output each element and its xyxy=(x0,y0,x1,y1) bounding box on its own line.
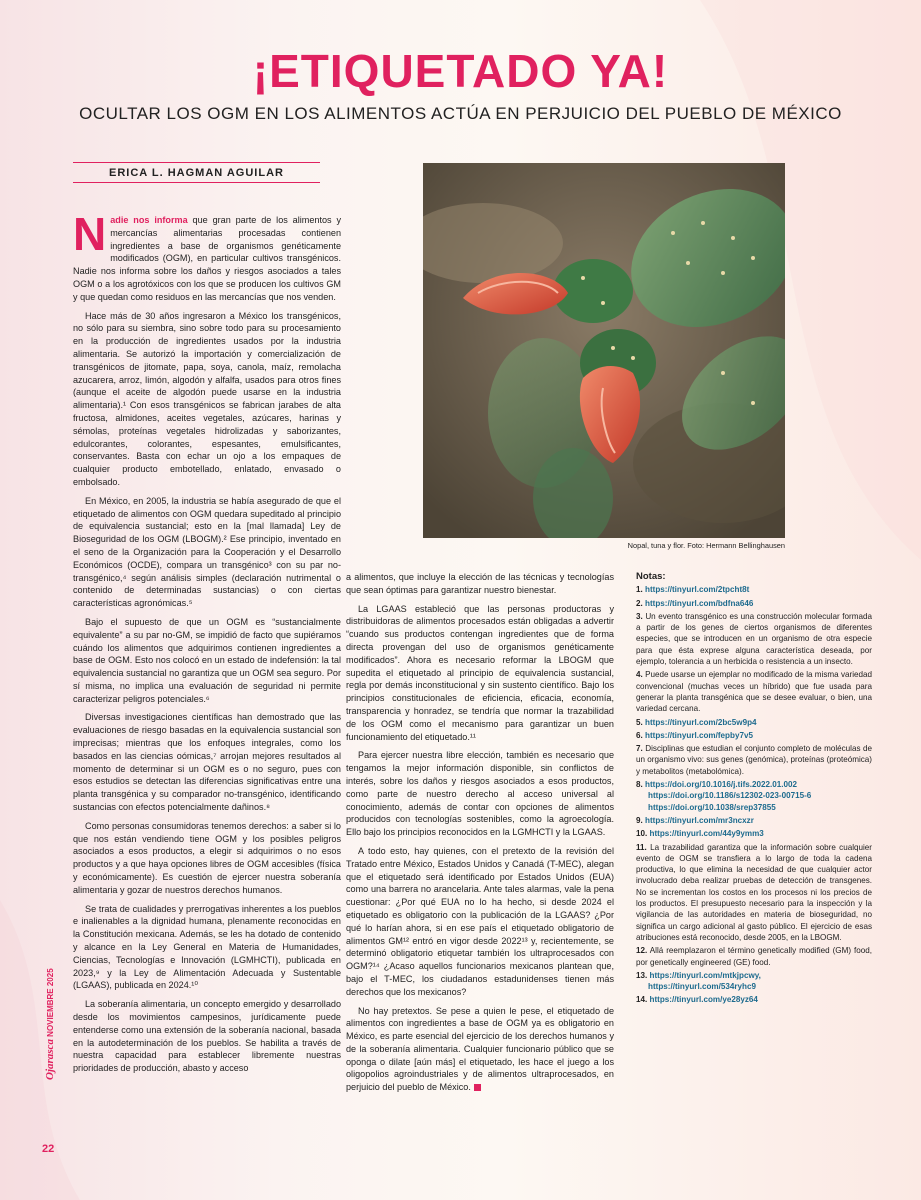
note-text: Puede usarse un ejemplar no modificado de la misma variedad convencional (muchas veces un híbrido) que fue usada para generar la planta transgénica que se desee evaluar, o bien, una variedad cercana. xyxy=(636,670,872,714)
paragraph: a alimentos, que incluye la elección de las técnicas y tecnologías que sean óptimas para garantizar nuestro bienestar. xyxy=(346,572,614,595)
paragraph xyxy=(73,208,341,304)
page-number: 22 xyxy=(42,1143,55,1155)
author-byline: ERICA L. HAGMAN AGUILAR xyxy=(73,162,320,183)
note-link[interactable]: https://doi.org/10.1016/j.tifs.2022.01.002 xyxy=(645,780,798,790)
article-title: ¡ETIQUETADO YA! xyxy=(252,45,669,97)
note-number: 12. xyxy=(636,946,648,956)
nopal-illustration xyxy=(423,163,785,538)
magazine-footer-label xyxy=(44,968,56,1080)
body-column-2 xyxy=(346,571,614,1100)
note-link[interactable]: https://tinyurl.com/mr3ncxzr xyxy=(645,815,754,825)
note-number: 14. xyxy=(636,995,648,1005)
note-item xyxy=(636,584,872,595)
note-number: 10. xyxy=(636,829,648,839)
paragraph: Como personas consumidoras tenemos derechos: a saber si lo que nos están vendiendo tiene OGM y los posibles peligros asociados a esos productos, a elegir si adquirimos o no esos productos y a que haya opciones libres de OGM accesibles (física y económicamente). Es cuestión de ejercer nuestra soberanía alimentaria y gozar de nuestros derechos humanos. xyxy=(73,820,341,895)
note-link[interactable]: https://tinyurl.com/534ryhc9 xyxy=(648,982,756,992)
cactus-photo xyxy=(423,163,785,538)
photo-caption: Nopal, tuna y flor. Foto: Hermann Bellinghausen xyxy=(627,541,785,550)
note-item xyxy=(636,717,872,728)
note-item xyxy=(636,815,872,826)
note-number: 8. xyxy=(636,780,643,790)
note-number: 2. xyxy=(636,598,643,608)
lead-text: adie nos informa xyxy=(110,215,188,225)
note-item xyxy=(636,945,872,968)
note-item xyxy=(636,611,872,667)
note-link[interactable]: https://doi.org/10.1038/srep37855 xyxy=(648,802,776,812)
note-text: Disciplinas que estudian el conjunto completo de moléculas de un organismo vivo: sus genes (genómica), proteínas (proteómica) y metabolitos (metabolómica). xyxy=(636,744,873,776)
drop-cap: N xyxy=(73,208,107,260)
paragraph: Bajo el supuesto de que un OGM es “sustancialmente equivalente” a su par no-GM, se impidió de facto que supiéramos cuándo los alimentos que adquirimos contienen ingredientes a base de OGM. Esto nos colocó en un estado de indefensión: la tal equivalencia sustancial no garantiza que un OGM sea seguro. Por sí misma, no implica una evaluación de seguridad ni permite caracterizar peligros potenciales.⁶ xyxy=(73,616,341,704)
note-item xyxy=(636,842,872,944)
note-number: 6. xyxy=(636,730,643,740)
note-link[interactable]: https://tinyurl.com/ye28yz64 xyxy=(649,995,758,1005)
issue-date: NOVIEMBRE 2025 xyxy=(46,968,55,1037)
note-item xyxy=(636,779,872,813)
paragraph-text: No hay pretextos. Se pese a quien le pese, el etiquetado de alimentos con ingredientes a base de OGM ya es obligatorio en México, es parte esencial del ejercicio de los derechos humanos y de la soberanía alimentaria. Cualquier funcionario público que se oponga o dilate [aún más] el etiquetado, les hace el juego a los oligopolios agroindustriales y de alimentos ultraprocesados, en perjuicio del pueblo de México. xyxy=(346,1005,614,1093)
paragraph xyxy=(346,1005,614,1095)
paragraph: La LGAAS estableció que las personas productoras y distribuidoras de alimentos procesados están obligadas a advertir “cuando sus productos contengan ingredientes que de forma directa provengan del uso de organismos genéticamente modificados”. Ahora es necesario reformar la LBOGM que supedita el etiquetado al principio de equivalencia sustancial, regla por demás inconstitucional y sin sustento científico. Bajo los principios constitucionales de eficiencia, eficacia, economía, transparencia y honradez, se tendría que normar la trazabilidad de los OGM como el mecanismo para garantizar un buen funcionamiento del etiquetado.¹¹ xyxy=(346,603,614,742)
note-number: 11. xyxy=(636,842,647,852)
note-link[interactable]: https://tinyurl.com/2bc5w9p4 xyxy=(645,717,757,727)
end-mark-icon xyxy=(474,1084,481,1091)
paragraph: Se trata de cualidades y prerrogativas inherentes a los pueblos e inalienables a la dignidad humana, plenamente reconocidas en la Constitución mexicana. Además, se les ha dotado de contenido y alcance en la Ley General en Materia de Humanidades, Ciencias, Tecnologías e Innovación (LGMHCTI), publicada en 2023,⁹ y la Ley de Alimentación Adecuada y Sustentable (LGAAS), publicada en 2024.¹⁰ xyxy=(73,903,341,991)
magazine-name: Ojarasca xyxy=(44,1039,56,1080)
note-text: La trazabilidad garantiza que la información sobre cualquier evento de OGM se transfiera a lo largo de toda la cadena productiva, lo que elimina la necesidad de que cualquier actor involucrado deba realizar pruebas de detección de transgenes. No se incrementan los costos en los procesos ni los precios de los productos. El presupuesto necesario para la inspección y la vigilancia de las autoridades en materia de bioseguridad, no significa un cargo adicional al gasto público. El ejercicio de esas atribuciones está reconocido, desde 2005, en la LBOGM. xyxy=(636,842,873,942)
note-text: Un evento transgénico es una construcción molecular formada a partir de los genes de ciertos organismos de diferentes especies, que se introducen en un organismo de otra especie para que ésta exprese alguna característica deseada, por ejemplo, tolerancia a un herbicida o resistencia a un insecto. xyxy=(636,611,873,667)
note-item xyxy=(636,743,872,777)
note-item xyxy=(636,598,872,609)
note-text: Allá reemplazaron el término genetically modified (GM) food, por genetically engineered (GE) food. xyxy=(636,946,872,967)
note-item xyxy=(636,970,872,993)
note-item xyxy=(636,994,872,1005)
note-link[interactable]: https://tinyurl.com/2tpcht8t xyxy=(645,585,750,595)
note-number: 1. xyxy=(636,585,643,595)
notes-section xyxy=(636,571,872,1008)
note-item xyxy=(636,828,872,839)
note-link[interactable]: https://tinyurl.com/mtkjpcwy, xyxy=(649,970,761,980)
note-item xyxy=(636,730,872,741)
note-number: 4. xyxy=(636,670,643,680)
note-number: 13. xyxy=(636,970,648,980)
note-number: 5. xyxy=(636,717,643,727)
note-link[interactable]: https://tinyurl.com/fepby7v5 xyxy=(645,730,753,740)
paragraph: Diversas investigaciones científicas han demostrado que las evaluaciones de riesgo basadas en la equivalencia sustancial son imprecisas; mientras que los enfoques integrales, como los basados en las ciencias oómicas,⁷ arrojan mejores resultados al momento de determinar si un OGM es o no seguro, pues con esos estudios se detectan las diferencias significativas entre una planta transgénica y su comparador no-transgénico, identificando sustancias con efectos potencialmente dañinos.⁸ xyxy=(73,712,341,813)
body-column-1 xyxy=(73,208,341,1081)
note-item xyxy=(636,669,872,714)
note-link[interactable]: https://tinyurl.com/44y9ymm3 xyxy=(649,829,764,839)
paragraph: Hace más de 30 años ingresaron a México los transgénicos, no sólo para su siembra, sino sobre todo para su procesamiento en la producción de ingredientes usados por la industria alimentaria. Se autorizó la importación y comercialización de transgénicos de jitomate, papa, soya, canola, maíz, remolacha azucarera, arroz, limón, algodón y alfalfa, usados para otros fines (aunque el aceite de algodón puede usarse en la industria alimentaria).¹ Con esos transgénicos se fabrican jarabes de alta fructosa, almidones, aceites vegetales, azúcares, harinas y sémolas, proteínas vegetales hidrolizadas y saborizantes, edulcorantes, colorantes, espesantes, emulsificantes, conservantes. Basta con echar un ojo a los empaques de cualquier producto embotellado, enlatado, envasado o embolsado. xyxy=(73,310,341,487)
note-number: 3. xyxy=(636,611,643,621)
paragraph: En México, en 2005, la industria se había asegurado de que el etiquetado de alimentos con OGM quedara supeditado al principio de equivalencia sustancial; esto en la [mal llamada] Ley de Bioseguridad de los OGM (LBOGM).² Ese principio, inventado en el seno de la Organización para la Cooperación y el Desarrollo Económicos (OCDE), compara un transgénico³ con su par no-transgénico,⁴ según análisis simples (declaración nutrimental o contenido de determinadas sustancias) o con ciertas características agronómicas.⁵ xyxy=(73,495,341,609)
paragraph: Para ejercer nuestra libre elección, también es necesario que tengamos la mejor información disponible, sin conflictos de interés, sobre los daños y riesgos asociados a esos productos, como parte de nuestro derecho al acceso universal al conocimiento, además de contar con opciones de alimentos producidos con tecnologías sostenibles, como la agroecología. Ello bajo los principios reconocidos en la LGMHCTI y la LGAAS. xyxy=(346,750,614,838)
notes-heading: Notas: xyxy=(636,571,666,582)
note-link[interactable]: https://tinyurl.com/bdfna646 xyxy=(645,598,754,608)
article-subtitle: OCULTAR LOS OGM EN LOS ALIMENTOS ACTÚA EN PERJUICIO DEL PUEBLO DE MÉXICO xyxy=(79,104,842,123)
note-number: 9. xyxy=(636,815,643,825)
paragraph-text: que gran parte de los alimentos y mercancías alimentarias procesadas contienen ingredientes a base de organismos genéticamente modificados (OGM), en particular cultivos transgénicos. Nadie nos informa sobre los daños y riesgos asociados a tales OGM o a los agrotóxicos con los que se producen los cultivos GM y que quedan como residuos en las mercancías que nos venden. xyxy=(73,215,341,302)
note-link[interactable]: https://doi.org/10.1186/s12302-023-00715-6 xyxy=(648,791,812,801)
paragraph: La soberanía alimentaria, un concepto emergido y desarrollado desde los movimientos campesinos, jurídicamente puede entenderse como una extensión de la soberanía nacional, basada en la autodeterminación de los pueblos. Se habilita a través de nuestra capacidad para establecer libremente nuestras prioridades de producción, abasto y acceso xyxy=(73,999,341,1074)
note-number: 7. xyxy=(636,744,643,754)
paragraph: A todo esto, hay quienes, con el pretexto de la revisión del Tratado entre México, Estados Unidos y Canadá (T-MEC), alegan que el etiquetado será identificado por Estados Unidos (EUA) como una barrera no arancelaria. Ante tales alarmas, vale la pena cuestionar: ¿Por qué EUA no lo ha hecho, si desde 2024 el etiquetado es obligatorio con la publicación de la LGAAS? ¿Por qué lo harían ahora, si en ese país el etiquetado obligatorio de alimentos GM¹² entró en vigor desde 2022¹³ y, recientemente, se determinó obligatorio etiquetar también los ultraprocesados con OGM?¹⁴ ¿Acaso aquellos funcionarios mexicanos plantean que, bajo el T-MEC, los ciudadanos estadunidenses tienen más derechos que los mexicanos? xyxy=(346,845,614,997)
